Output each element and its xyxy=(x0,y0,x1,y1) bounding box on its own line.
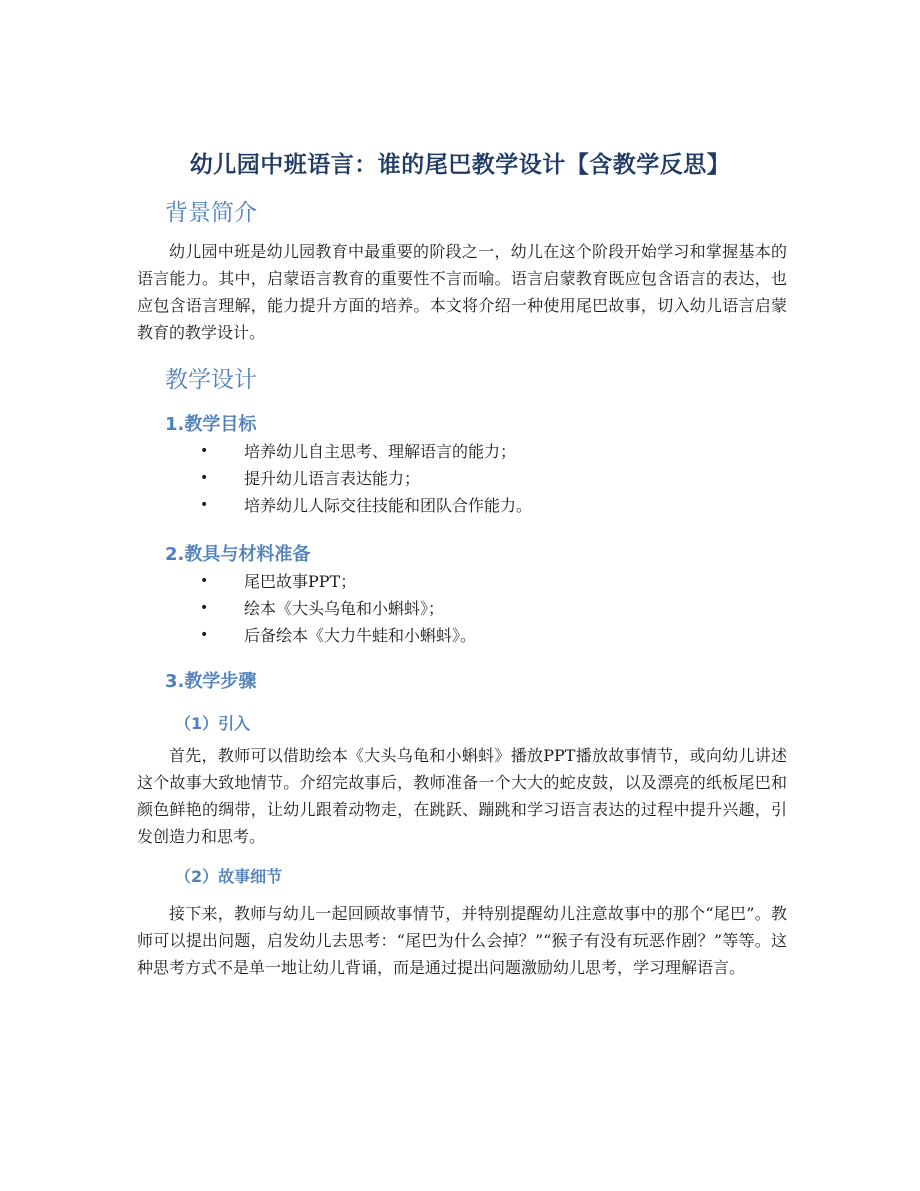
list-materials xyxy=(200,568,476,649)
heading-materials: 2.教具与材料准备 xyxy=(165,544,311,565)
list-item: • 提升幼儿语言表达能力； xyxy=(200,465,532,492)
list-teaching-goals xyxy=(200,438,532,519)
heading-step-details: （2）故事细节 xyxy=(175,867,283,886)
paragraph-background: 幼儿园中班是幼儿园教育中最重要的阶段之一，幼儿在这个阶段开始学习和掌握基本的语言能力。其中，启蒙语言教育的重要性不言而喻。语言启蒙教育既应包含语言的表达，也应包含语言理解，能力提升方面的培养。本文将介绍一种使用尾巴故事，切入幼儿语言启蒙教育的教学设计。 xyxy=(137,242,787,342)
heading-teaching-steps: 3.教学步骤 xyxy=(165,671,257,692)
heading-teaching-goals: 1.教学目标 xyxy=(165,414,257,435)
paragraph-step-details: 接下来，教师与幼儿一起回顾故事情节，并特别提醒幼儿注意故事中的那个“尾巴”。教师可以提出问题，启发幼儿去思考：“尾巴为什么会掉？”“猴子有没有玩恶作剧？”等等。这种思考方式不是单一地让幼儿背诵，而是通过提出问题激励幼儿思考，学习理解语言。 xyxy=(137,904,787,977)
heading-background: 背景简介 xyxy=(165,200,257,226)
list-item: • 后备绘本《大力牛蛙和小蝌蚪》。 xyxy=(200,622,476,649)
heading-step-intro: （1）引入 xyxy=(175,714,251,733)
list-item: • 培养幼儿人际交往技能和团队合作能力。 xyxy=(200,492,532,519)
heading-teaching-design: 教学设计 xyxy=(165,367,257,393)
paragraph-step-intro: 首先，教师可以借助绘本《大头乌龟和小蝌蚪》播放PPT播放故事情节，或向幼儿讲述这个故事大致地情节。介绍完故事后，教师准备一个大大的蛇皮鼓，以及漂亮的纸板尾巴和颜色鲜艳的绸带，让幼儿跟着动物走，在跳跃、蹦跳和学习语言表达的过程中提升兴趣，引发创造力和思考。 xyxy=(137,746,787,846)
document-title: 幼儿园中班语言：谁的尾巴教学设计【含教学反思】 xyxy=(189,152,731,178)
list-item: • 培养幼儿自主思考、理解语言的能力； xyxy=(200,438,532,465)
list-item: • 绘本《大头乌龟和小蝌蚪》； xyxy=(200,595,476,622)
list-item: • 尾巴故事PPT； xyxy=(200,568,476,595)
